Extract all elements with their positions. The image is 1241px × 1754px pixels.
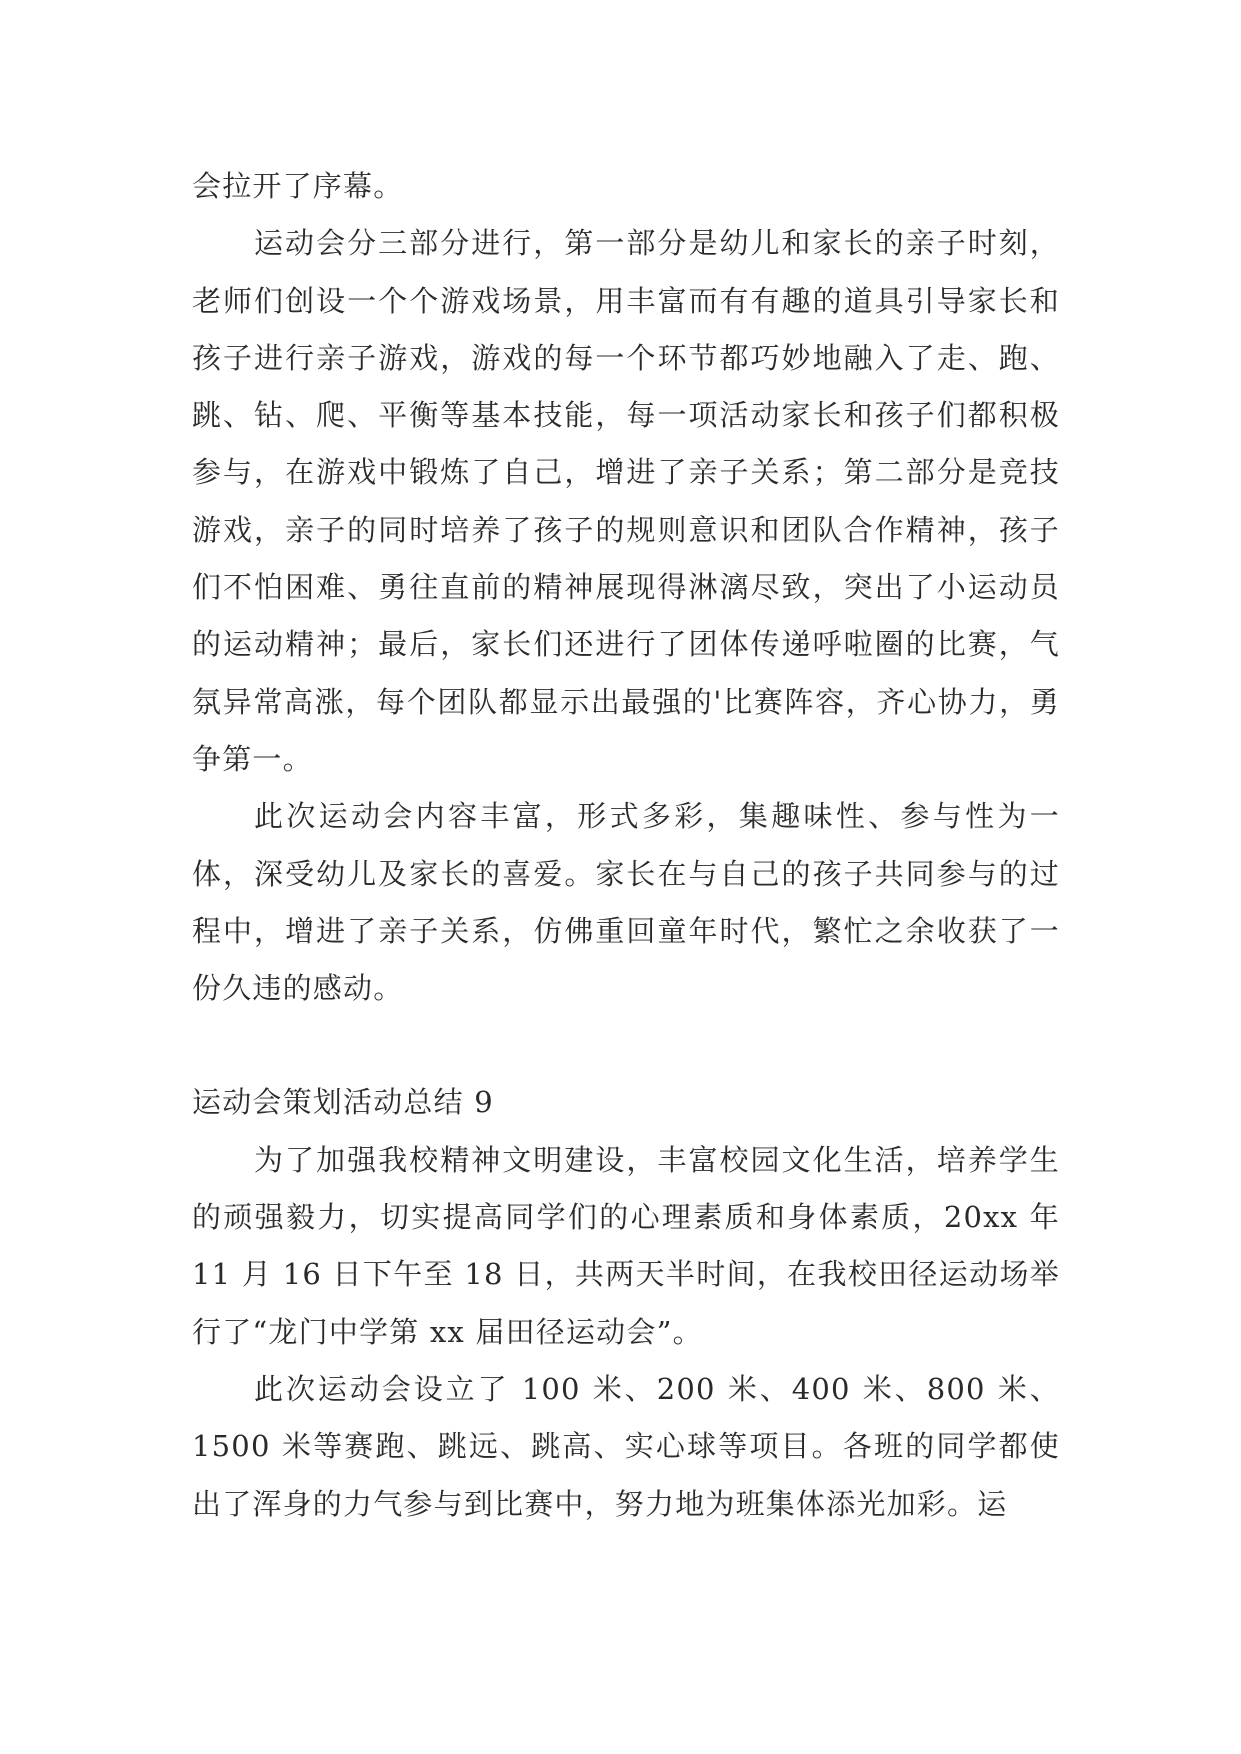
paragraph-sports-meet-parts: 运动会分三部分进行，第一部分是幼儿和家长的亲子时刻，老师们创设一个个游戏场景，用丰富而有有趣的道具引导家长和孩子进行亲子游戏，游戏的每一个环节都巧妙地融入了走、跑、跳、钻、爬、平衡等基本技能，每一项活动家长和孩子们都积极参与，在游戏中锻炼了自己，增进了亲子关系；第二部分是竞技游戏，亲子的同时培养了孩子的规则意识和团队合作精神，孩子们不怕困难、勇往直前的精神展现得淋漓尽致，突出了小运动员的运动精神；最后，家长们还进行了团体传递呼啦圈的比赛，气氛异常高涨，每个团队都显示出最强的'比赛阵容，齐心协力，勇争第一。 — [192, 226, 1060, 776]
paragraph-events: 此次运动会设立了 100 米、200 米、400 米、800 米、1500 米等赛跑、跳远、跳高、实心球等项目。各班的同学都使出了浑身的力气参与到比赛中，努力地为班集体添光加彩。运 — [192, 1371, 1060, 1521]
paragraph-school-sports-meet: 为了加强我校精神文明建设，丰富校园文化生活，培养学生的顽强毅力，切实提高同学们的心理素质和身体素质，20xx 年 11 月 16 日下午至 18 日，共两天半时间，在我校田径运动场举行了“龙门中学第 xx 届田径运动会”。 — [192, 1142, 1060, 1349]
document-body — [192, 158, 1060, 1533]
section-heading: 运动会策划活动总结 9 — [192, 1085, 494, 1120]
paragraph-continuation: 会拉开了序幕。 — [192, 169, 404, 203]
paragraph-sports-meet-summary: 此次运动会内容丰富，形式多彩，集趣味性、参与性为一体，深受幼儿及家长的喜爱。家长在与自己的孩子共同参与的过程中，增进了亲子关系，仿佛重回童年时代，繁忙之余收获了一份久违的感动。 — [192, 799, 1060, 1006]
section-spacer — [192, 1017, 1060, 1074]
